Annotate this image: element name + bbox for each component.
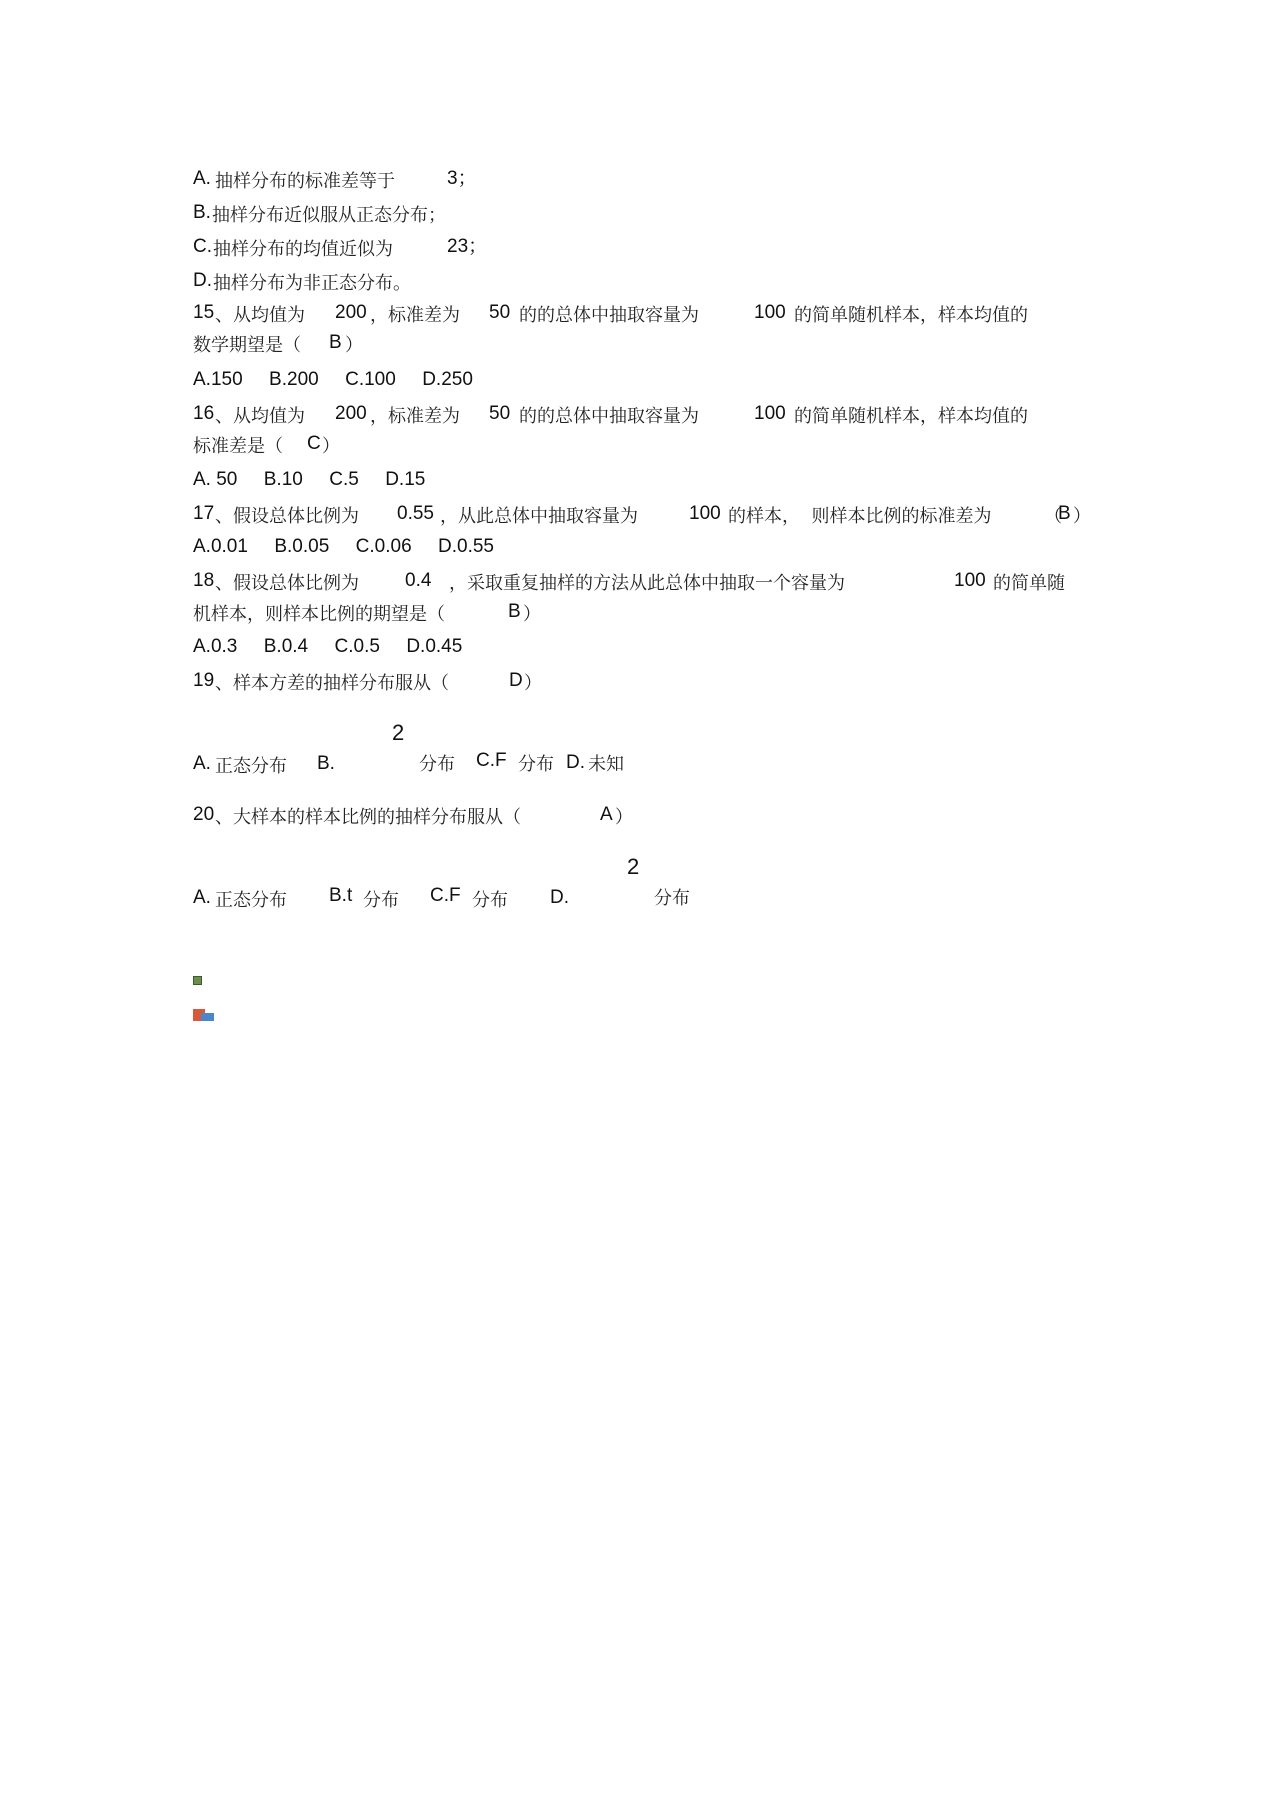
q19-optC-text: 分布 bbox=[518, 754, 554, 775]
q16-text-1: 、从均值为 bbox=[215, 406, 305, 427]
embedded-image-icon bbox=[193, 976, 202, 985]
q20-optA-label: A. bbox=[193, 887, 211, 908]
q14-optA-label: A. bbox=[193, 168, 211, 189]
q14-optA-value: 3； bbox=[447, 168, 477, 189]
q16-sd-value: 50 bbox=[489, 403, 511, 424]
q19-optB-text: 分布 bbox=[419, 754, 455, 775]
q16-text-2: ，标准差为 bbox=[370, 406, 460, 427]
q14-optB-text: 抽样分布近似服从正态分布； bbox=[212, 205, 446, 226]
q16-mean-value: 200 bbox=[335, 403, 367, 424]
q17-number: 17 bbox=[193, 503, 215, 524]
q20-optB-label: B.t bbox=[329, 885, 353, 906]
q17-text-3: 的样本， 则样本比例的标准差为 bbox=[728, 506, 992, 527]
q16-text-5: 标准差是（ bbox=[193, 436, 283, 457]
q20-number: 20 bbox=[193, 804, 215, 825]
q18-number: 18 bbox=[193, 570, 215, 591]
q15-text-4: 的简单随机样本，样本均值的 bbox=[794, 305, 1028, 326]
q19-optB-label: B. bbox=[317, 753, 335, 774]
q16-text-4: 的简单随机样本，样本均值的 bbox=[794, 406, 1028, 427]
q20-optD-label: D. bbox=[550, 887, 569, 908]
q17-text-2: ，从此总体中抽取容量为 bbox=[440, 506, 638, 527]
q18-proportion-value: 0.4 bbox=[405, 570, 432, 591]
q20-answer: A bbox=[600, 804, 613, 825]
q14-optC-label: C. bbox=[193, 236, 212, 257]
q14-optD-label: D. bbox=[193, 270, 212, 291]
q16-close-paren: ） bbox=[322, 436, 340, 457]
q16-options: A. 50 B.10 C.5 D.15 bbox=[193, 469, 426, 490]
q15-text-5: 数学期望是（ bbox=[193, 335, 301, 356]
q17-size-value: 100 bbox=[689, 503, 721, 524]
q20-optC-text: 分布 bbox=[472, 890, 508, 911]
q16-answer: C bbox=[307, 433, 321, 454]
q18-text-3: 的简单随 bbox=[993, 573, 1065, 594]
q17-close-paren: ） bbox=[1073, 506, 1091, 527]
q17-open-paren: （ bbox=[1044, 506, 1062, 527]
q20-optB-text: 分布 bbox=[363, 890, 399, 911]
q18-text-2: ，采取重复抽样的方法从此总体中抽取一个容量为 bbox=[449, 573, 845, 594]
q17-proportion-value: 0.55 bbox=[397, 503, 434, 524]
q20-close-paren: ） bbox=[615, 807, 633, 828]
q19-close-paren: ） bbox=[524, 673, 542, 694]
q20-optC-label: C.F bbox=[430, 885, 461, 906]
q18-text-4: 机样本，则样本比例的期望是（ bbox=[193, 604, 445, 625]
q20-superscript: 2 bbox=[627, 854, 640, 879]
q19-answer: D bbox=[509, 670, 523, 691]
q17-answer: B bbox=[1058, 503, 1071, 524]
q19-optD-label: D. bbox=[566, 752, 585, 773]
q14-optD-text: 抽样分布为非正态分布。 bbox=[213, 273, 411, 294]
q14-optC-text: 抽样分布的均值近似为 bbox=[213, 239, 393, 260]
q15-text-1: 、从均值为 bbox=[215, 305, 305, 326]
q19-superscript: 2 bbox=[392, 720, 405, 745]
q16-text-3: 的的总体中抽取容量为 bbox=[519, 406, 699, 427]
q15-options: A.150 B.200 C.100 D.250 bbox=[193, 369, 473, 390]
q19-optD-text: 未知 bbox=[588, 754, 624, 775]
q15-number: 15 bbox=[193, 302, 215, 323]
q14-optA-text: 抽样分布的标准差等于 bbox=[215, 171, 395, 192]
picture-icon bbox=[193, 1009, 214, 1021]
q14-optB-label: B. bbox=[193, 202, 211, 223]
q15-size-value: 100 bbox=[754, 302, 786, 323]
q18-text-1: 、假设总体比例为 bbox=[215, 573, 359, 594]
q20-text-1: 、大样本的样本比例的抽样分布服从（ bbox=[215, 807, 521, 828]
q15-text-3: 的的总体中抽取容量为 bbox=[519, 305, 699, 326]
q19-optA-text: 正态分布 bbox=[215, 756, 287, 777]
q15-answer: B bbox=[329, 332, 342, 353]
q18-options: A.0.3 B.0.4 C.0.5 D.0.45 bbox=[193, 636, 463, 657]
q18-size-value: 100 bbox=[954, 570, 986, 591]
q17-options: A.0.01 B.0.05 C.0.06 D.0.55 bbox=[193, 536, 495, 557]
q17-text-1: 、假设总体比例为 bbox=[215, 506, 359, 527]
q15-mean-value: 200 bbox=[335, 302, 367, 323]
q19-optC-label: C.F bbox=[476, 750, 507, 771]
q20-optA-text: 正态分布 bbox=[215, 890, 287, 911]
q18-answer: B bbox=[508, 601, 521, 622]
q15-close-paren: ） bbox=[345, 335, 363, 356]
q19-optA-label: A. bbox=[193, 753, 211, 774]
q19-text-1: 、样本方差的抽样分布服从（ bbox=[215, 673, 449, 694]
q18-close-paren: ） bbox=[523, 604, 541, 625]
q14-optC-value: 23； bbox=[447, 236, 488, 257]
q16-size-value: 100 bbox=[754, 403, 786, 424]
q20-optD-text: 分布 bbox=[654, 888, 690, 909]
q15-sd-value: 50 bbox=[489, 302, 511, 323]
q19-number: 19 bbox=[193, 670, 215, 691]
q15-text-2: ，标准差为 bbox=[370, 305, 460, 326]
q16-number: 16 bbox=[193, 403, 215, 424]
